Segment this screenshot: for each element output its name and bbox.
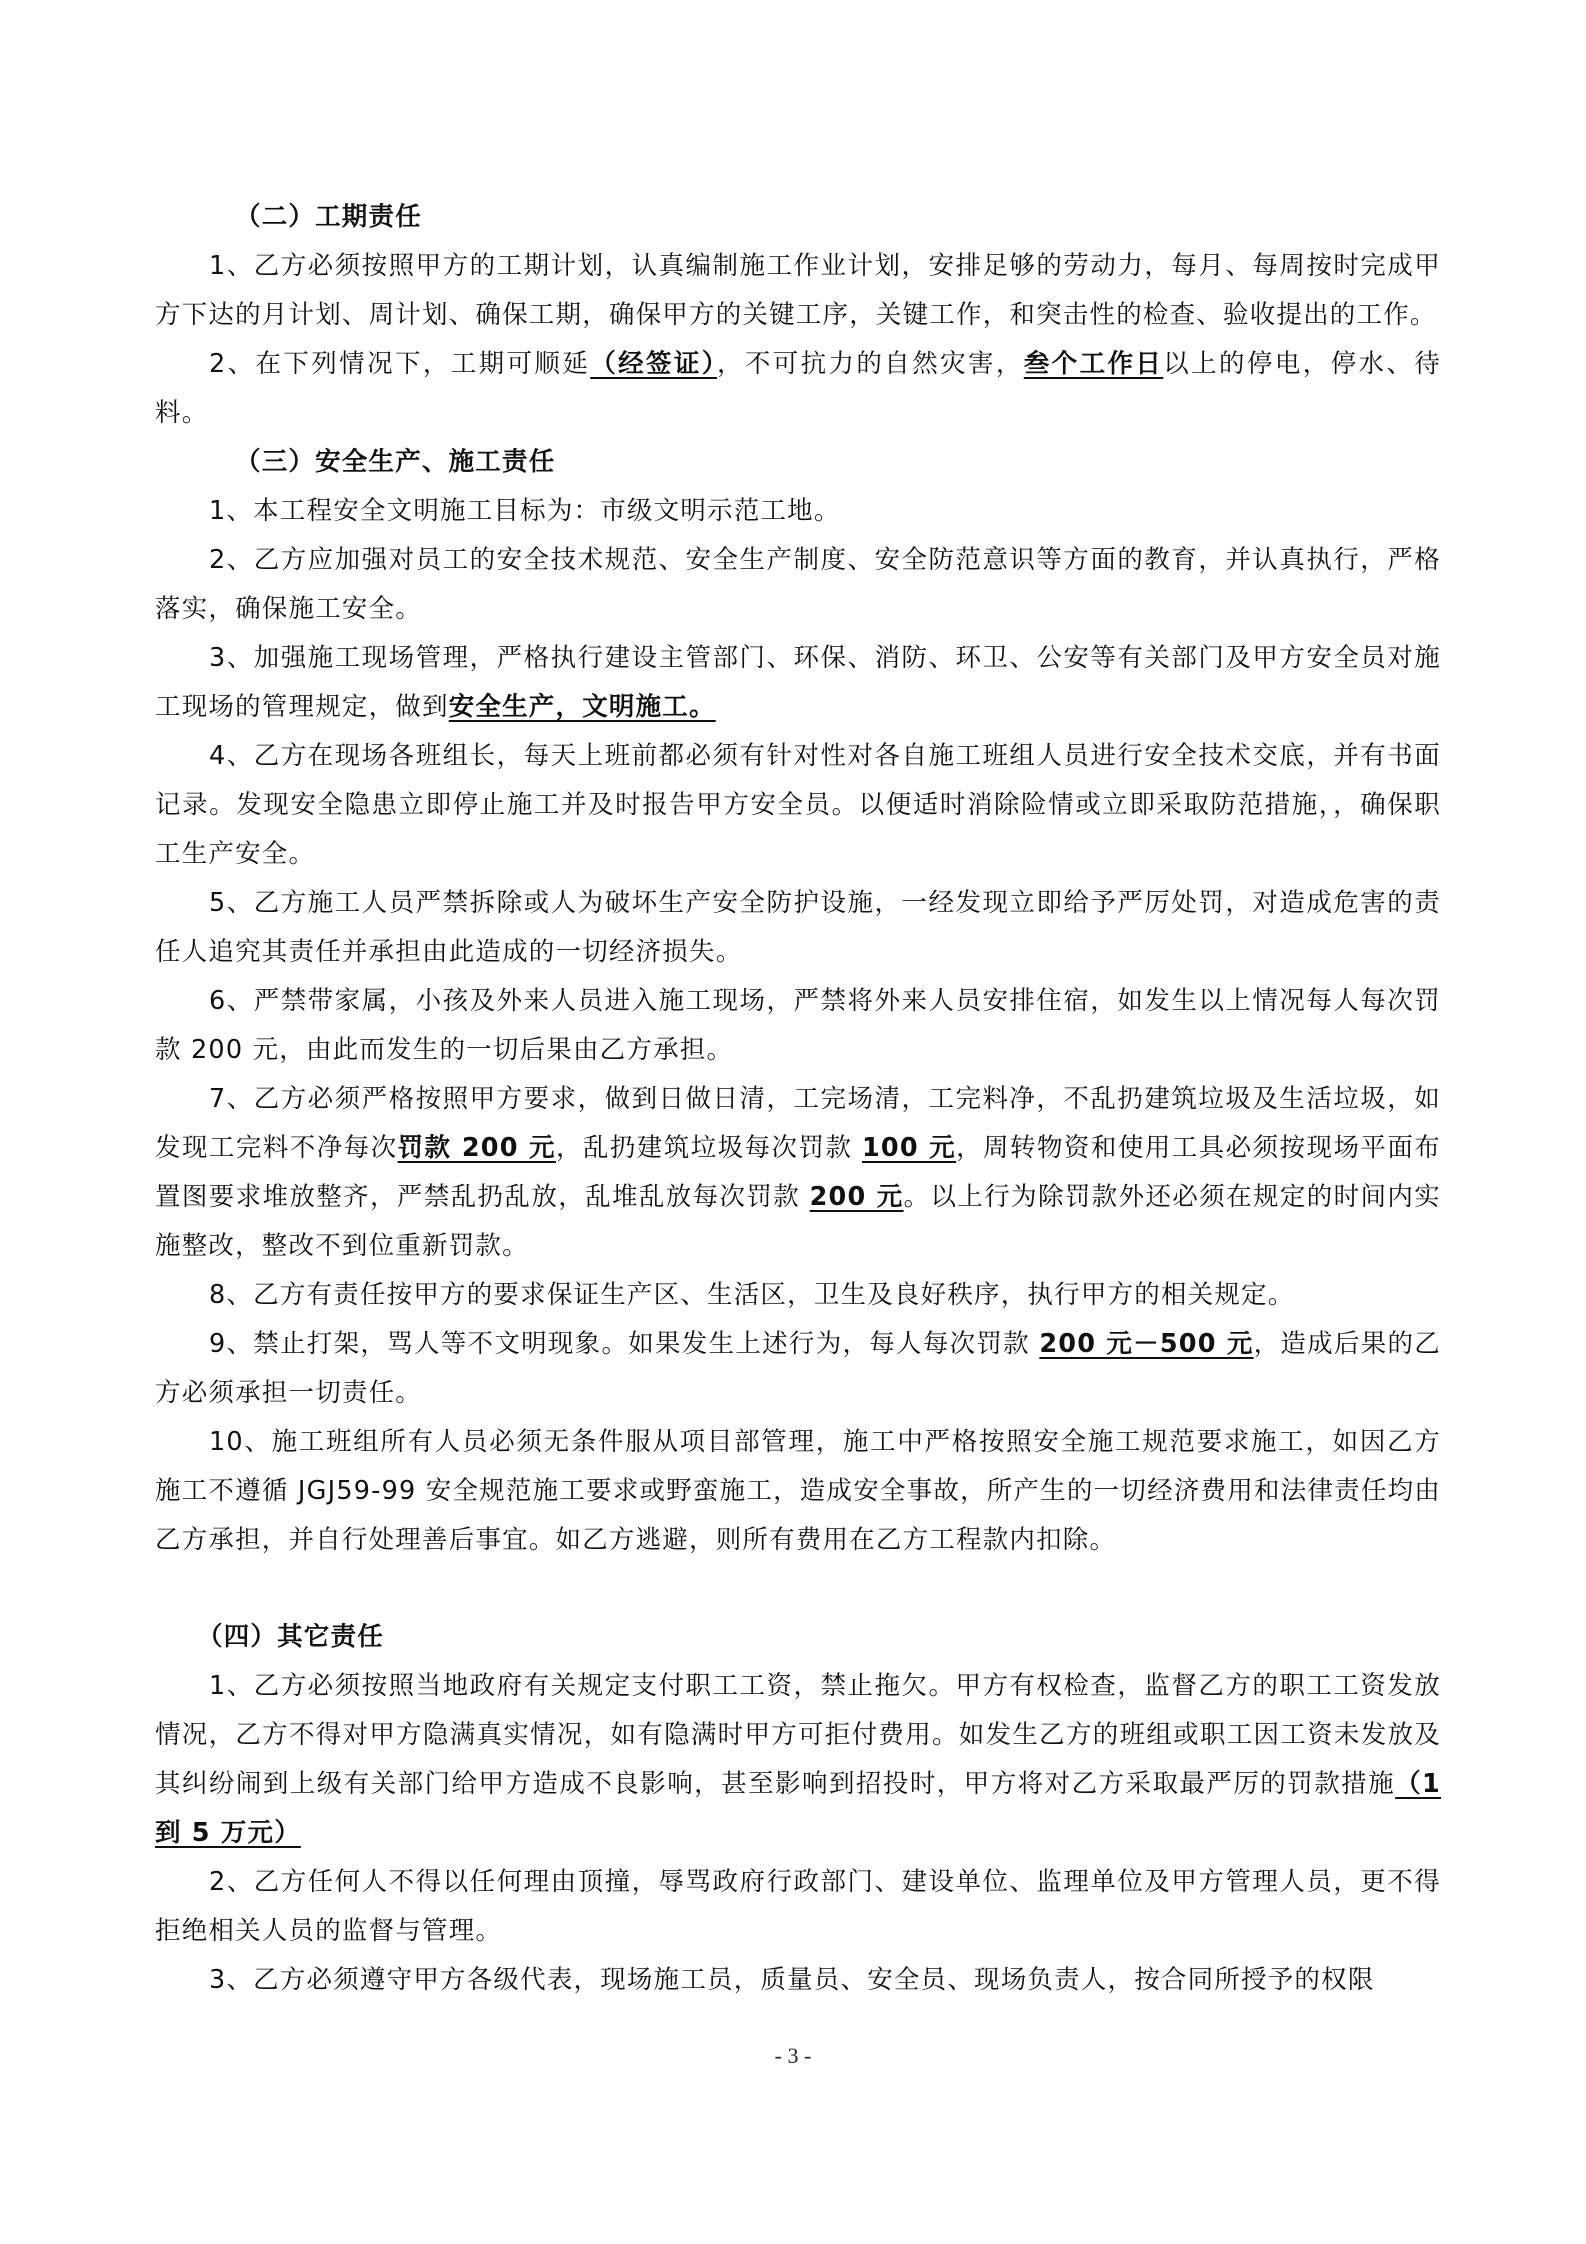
underlined-text: 200 元 <box>809 1182 904 1212</box>
underlined-text: （经签证） <box>590 349 717 379</box>
paragraph <box>155 1418 1441 1565</box>
underlined-text: 叁个工作日 <box>1023 349 1164 379</box>
paragraph-text: 1、乙方必须按照当地政府有关规定支付职工工资，禁止拖欠。甲方有权检查，监督乙方的职工工资发放情况，乙方不得对甲方隐满真实情况，如有隐满时甲方可拒付费用。如发生乙方的班组或职工因工资未发放及其纠纷闹到上级有关部门给甲方造成不良影响，甚至影响到招投时，甲方将对乙方采取最严厉的罚款措施 <box>155 1671 1441 1799</box>
paragraph-text: 2、乙方应加强对员工的安全技术规范、安全生产制度、安全防范意识等方面的教育，并认真执行，严格落实，确保施工安全。 <box>155 545 1441 624</box>
underlined-text: 100 元 <box>861 1133 957 1163</box>
paragraph <box>155 977 1441 1075</box>
section-heading-other: （四）其它责任 <box>197 1622 384 1652</box>
paragraph <box>155 536 1441 634</box>
paragraph-text: 10、施工班组所有人员必须无条件服从项目部管理，施工中严格按照安全施工规范要求施工，如因乙方施工不遵循 JGJ59-99 安全规范施工要求或野蛮施工，造成安全事故，所产生的一切经济费用和法律责任均由乙方承担，并自行处理善后事宜。如乙方逃避，则所有费用在乙方工程款内扣除。 <box>155 1427 1441 1555</box>
underlined-text: （1 到 5 万元） <box>155 1769 1441 1848</box>
paragraph <box>155 879 1441 977</box>
paragraph-text: 6、严禁带家属，小孩及外来人员进入施工现场，严禁将外来人员安排住宿，如发生以上情况每人每次罚款 200 元，由此而发生的一切后果由乙方承担。 <box>155 986 1441 1065</box>
paragraph-text: 4、乙方在现场各班组长，每天上班前都必须有针对性对各自施工班组人员进行安全技术交底，并有书面记录。发现安全隐患立即停止施工并及时报告甲方安全员。以便适时消除险情或立即采取防范措施，，确保职工生产安全。 <box>155 741 1441 869</box>
paragraph-text: 7、乙方必须严格按照甲方要求，做到日做日清，工完场清，工完料净，不乱扔建筑垃圾及生活垃圾，如发现工完料不净每次 <box>155 1084 1441 1163</box>
paragraph <box>155 487 1441 536</box>
paragraph <box>155 1075 1441 1271</box>
document-body <box>155 193 1441 2005</box>
paragraph-text: 1、乙方必须按照甲方的工期计划，认真编制施工作业计划，安排足够的劳动力，每月、每周按时完成甲方下达的月计划、周计划、确保工期，确保甲方的关键工序，关键工作，和突击性的检查、验收提出的工作。 <box>155 251 1441 330</box>
paragraph <box>155 1662 1441 1858</box>
paragraph-text: ，乱扔建筑垃圾每次罚款 <box>555 1133 862 1163</box>
paragraph-text: 8、乙方有责任按甲方的要求保证生产区、生活区，卫生及良好秩序，执行甲方的相关规定。 <box>209 1280 1295 1310</box>
paragraph-text: 5、乙方施工人员严禁拆除或人为破坏生产安全防护设施，一经发现立即给予严厉处罚，对造成危害的责任人追究其责任并承担由此造成的一切经济损失。 <box>155 888 1441 967</box>
paragraph <box>155 1271 1441 1320</box>
paragraph <box>155 634 1441 732</box>
paragraph-text: 2、在下列情况下，工期可顺延 <box>209 349 591 379</box>
page-number: - 3 - <box>774 2043 812 2068</box>
paragraph <box>155 732 1441 879</box>
underlined-text: 200 元－500 元 <box>1039 1329 1254 1359</box>
paragraph-text: 9、禁止打架，骂人等不文明现象。如果发生上述行为，每人每次罚款 <box>209 1329 1040 1359</box>
paragraph-text: ，不可抗力的自然灾害， <box>716 349 1024 379</box>
paragraph-text: 2、乙方任何人不得以任何理由顶撞，辱骂政府行政部门、建设单位、监理单位及甲方管理人员，更不得拒绝相关人员的监督与管理。 <box>155 1867 1441 1946</box>
paragraph-text: ，造成后果的乙方必须承担一切责任。 <box>155 1329 1442 1408</box>
section-heading-schedule: （二）工期责任 <box>235 202 422 232</box>
paragraph-text: 1、本工程安全文明施工目标为：市级文明示范工地。 <box>209 496 841 526</box>
paragraph-text: 3、加强施工现场管理，严格执行建设主管部门、环保、消防、环卫、公安等有关部门及甲方安全员对施工现场的管理规定，做到 <box>155 643 1441 722</box>
underlined-text: 罚款 200 元 <box>397 1133 556 1163</box>
underlined-text: 安全生产，文明施工。 <box>448 692 716 722</box>
paragraph <box>155 1858 1441 1956</box>
paragraph-text: 以上的停电，停水、待料。 <box>155 349 1441 428</box>
paragraph-text: 3、乙方必须遵守甲方各级代表，现场施工员，质量员、安全员、现场负责人，按合同所授予的权限 <box>209 1965 1375 1995</box>
section-heading-safety: （三）安全生产、施工责任 <box>235 447 556 477</box>
paragraph <box>155 1956 1441 2005</box>
paragraph-text: 。以上行为除罚款外还必须在规定的时间内实施整改，整改不到位重新罚款。 <box>155 1182 1441 1261</box>
paragraph-text: ，周转物资和使用工具必须按现场平面布置图要求堆放整齐，严禁乱扔乱放，乱堆乱放每次罚款 <box>155 1133 1442 1212</box>
paragraph <box>155 340 1441 438</box>
paragraph <box>155 1320 1441 1418</box>
paragraph <box>155 242 1441 340</box>
